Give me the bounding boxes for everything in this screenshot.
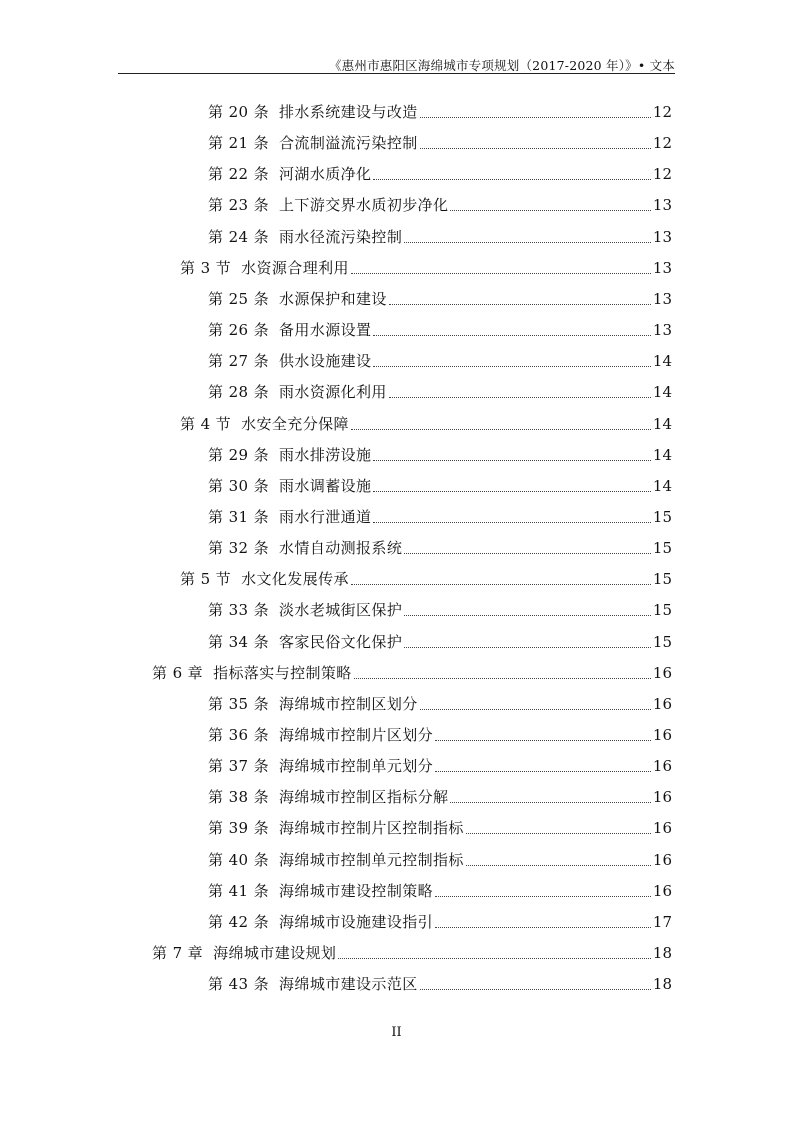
toc-page-number: 17 (652, 912, 672, 931)
toc-dot-leader (404, 647, 651, 648)
toc-article-entry[interactable] (208, 381, 672, 403)
toc-entry-number: 第 7 章 (152, 944, 204, 963)
toc-page-number: 12 (652, 165, 672, 184)
toc-entry-number: 第 5 节 (180, 570, 232, 589)
toc-entry-text (208, 506, 371, 528)
toc-dot-leader (338, 958, 651, 959)
toc-entry-title: 河湖水质净化 (279, 165, 372, 184)
toc-page-number: 14 (652, 414, 672, 433)
toc-entry-title: 海绵城市控制片区划分 (279, 726, 434, 744)
toc-entry-number: 第 42 条 (208, 912, 270, 931)
toc-dot-leader (450, 802, 650, 803)
toc-page-number: 16 (652, 788, 672, 807)
toc-entry-number: 第 20 条 (208, 103, 270, 121)
toc-article-entry[interactable] (208, 194, 672, 216)
toc-section-entry[interactable] (180, 568, 672, 590)
toc-entry-title: 客家民俗文化保护 (279, 632, 403, 651)
toc-entry-text (208, 755, 433, 777)
toc-article-entry[interactable] (208, 911, 672, 933)
toc-entry-title: 海绵城市控制片区控制指标 (279, 819, 464, 838)
toc-article-entry[interactable] (208, 786, 672, 808)
running-header: 《惠州市惠阳区海绵城市专项规划（2017-2020 年）》• 文本 (328, 58, 675, 73)
toc-dot-leader (373, 366, 650, 367)
toc-dot-leader (435, 896, 651, 897)
toc-entry-title: 海绵城市控制单元控制指标 (279, 850, 464, 869)
toc-page-number: 18 (652, 975, 672, 994)
toc-dot-leader (420, 117, 651, 118)
toc-entry-text (208, 319, 371, 341)
toc-entry-title: 水资源合理利用 (241, 258, 349, 277)
toc-entry-title: 海绵城市设施建设指引 (279, 912, 434, 931)
toc-entry-number: 第 3 节 (180, 258, 232, 277)
toc-dot-leader (466, 865, 651, 866)
toc-entry-number: 第 41 条 (208, 881, 270, 900)
toc-entry-text (180, 568, 349, 590)
toc-dot-leader (435, 771, 651, 772)
toc-dot-leader (420, 989, 651, 990)
toc-dot-leader (373, 491, 650, 492)
toc-article-entry[interactable] (208, 506, 672, 528)
toc-entry-number: 第 23 条 (208, 196, 270, 215)
toc-entry-number: 第 38 条 (208, 788, 270, 807)
toc-article-entry[interactable] (208, 101, 672, 123)
toc-entry-text (208, 631, 402, 653)
toc-page-number: 16 (652, 881, 672, 900)
toc-entry-title: 指标落实与控制策略 (213, 663, 352, 682)
toc-article-entry[interactable] (208, 693, 672, 715)
toc-page-number: 15 (652, 601, 672, 620)
toc-entry-title: 上下游交界水质初步净化 (279, 196, 449, 215)
toc-entry-text (208, 724, 433, 746)
toc-entry-title: 水文化发展传承 (241, 570, 349, 589)
toc-entry-text (208, 381, 387, 403)
toc-page-number: 14 (652, 476, 672, 495)
toc-page-number: 15 (652, 507, 672, 526)
toc-entry-text (152, 662, 352, 684)
toc-entry-number: 第 40 条 (208, 850, 270, 869)
toc-page-number: 15 (652, 632, 672, 651)
toc-page-number: 13 (652, 196, 672, 215)
toc-article-entry[interactable] (208, 724, 672, 746)
toc-page-number: 16 (652, 819, 672, 838)
toc-entry-number: 第 6 章 (152, 663, 204, 682)
toc-article-entry[interactable] (208, 880, 672, 902)
toc-entry-title: 海绵城市建设控制策略 (279, 881, 434, 900)
toc-entry-number: 第 36 条 (208, 726, 270, 744)
toc-article-entry[interactable] (208, 755, 672, 777)
toc-entry-text (180, 413, 349, 435)
toc-entry-text (208, 132, 418, 154)
toc-entry-text (208, 911, 433, 933)
toc-entry-text (208, 288, 387, 310)
toc-page-number: 14 (652, 352, 672, 371)
toc-entry-number: 第 34 条 (208, 632, 270, 651)
toc-article-entry[interactable] (208, 475, 672, 497)
toc-page-number: 14 (652, 383, 672, 402)
toc-entry-title: 合流制溢流污染控制 (279, 134, 418, 153)
toc-page-number: 16 (652, 663, 672, 682)
toc-entry-title: 雨水行泄通道 (279, 507, 372, 526)
toc-entry-title: 雨水调蓄设施 (279, 476, 372, 495)
toc-entry-number: 第 30 条 (208, 476, 270, 495)
toc-article-entry[interactable] (208, 537, 672, 559)
toc-article-entry[interactable] (208, 163, 672, 185)
toc-dot-leader (466, 833, 651, 834)
toc-page-number: 16 (652, 694, 672, 713)
toc-dot-leader (351, 273, 651, 274)
toc-entry-title: 淡水老城街区保护 (279, 601, 403, 620)
toc-page-number: 12 (652, 103, 672, 121)
toc-article-entry[interactable] (208, 226, 672, 248)
toc-dot-leader (373, 179, 650, 180)
toc-article-entry[interactable] (208, 444, 672, 466)
toc-page-number: 15 (652, 539, 672, 558)
toc-entry-number: 第 28 条 (208, 383, 270, 402)
toc-dot-leader (420, 709, 651, 710)
toc-entry-number: 第 43 条 (208, 975, 270, 994)
toc-dot-leader (435, 927, 651, 928)
toc-entry-title: 海绵城市建设规划 (213, 944, 337, 963)
toc-entry-text (208, 849, 464, 871)
toc-dot-leader (373, 460, 650, 461)
toc-entry-title: 备用水源设置 (279, 321, 372, 340)
toc-entry-number: 第 31 条 (208, 507, 270, 526)
toc-entry-title: 雨水资源化利用 (279, 383, 387, 402)
toc-entry-title: 供水设施建设 (279, 352, 372, 371)
toc-dot-leader (404, 553, 651, 554)
toc-entry-title: 排水系统建设与改造 (279, 103, 418, 121)
toc-entry-text (180, 257, 349, 279)
toc-entry-number: 第 29 条 (208, 445, 270, 464)
toc-entry-text (208, 194, 448, 216)
toc-dot-leader (373, 522, 650, 523)
toc-entry-number: 第 27 条 (208, 352, 270, 371)
toc-dot-leader (354, 678, 651, 679)
toc-entry-text (208, 973, 418, 995)
toc-entry-number: 第 22 条 (208, 165, 270, 184)
toc-entry-number: 第 35 条 (208, 694, 270, 713)
toc-page-number: 16 (652, 850, 672, 869)
toc-article-entry[interactable] (208, 319, 672, 341)
toc-entry-title: 海绵城市控制区指标分解 (279, 788, 449, 807)
toc-entry-title: 海绵城市控制区划分 (279, 694, 418, 713)
toc-entry-text (208, 226, 402, 248)
toc-entry-text (208, 163, 371, 185)
toc-section-entry[interactable] (180, 257, 672, 279)
toc-entry-number: 第 21 条 (208, 134, 270, 153)
toc-page-number: 18 (652, 944, 672, 963)
toc-article-entry[interactable] (208, 849, 672, 871)
toc-entry-title: 海绵城市建设示范区 (279, 975, 418, 994)
toc-entry-number: 第 32 条 (208, 539, 270, 558)
toc-article-entry[interactable] (208, 288, 672, 310)
toc-article-entry[interactable] (208, 350, 672, 372)
toc-article-entry[interactable] (208, 973, 672, 995)
toc-entry-text (208, 350, 371, 372)
toc-dot-leader (351, 584, 651, 585)
toc-article-entry[interactable] (208, 817, 672, 839)
toc-dot-leader (420, 148, 651, 149)
toc-page-number: 14 (652, 445, 672, 464)
toc-entry-text (208, 537, 402, 559)
toc-entry-text (208, 101, 418, 123)
toc-entry-text (208, 475, 371, 497)
toc-entry-text (152, 942, 336, 964)
toc-dot-leader (389, 397, 651, 398)
toc-page-number: 15 (652, 570, 672, 589)
toc-entry-text (208, 786, 448, 808)
toc-entry-number: 第 25 条 (208, 289, 270, 308)
toc-entry-text (208, 599, 402, 621)
toc-entry-title: 水安全充分保障 (241, 414, 349, 433)
toc-article-entry[interactable] (208, 132, 672, 154)
toc-entry-text (208, 444, 371, 466)
toc-dot-leader (435, 740, 651, 741)
toc-dot-leader (404, 615, 651, 616)
toc-entry-number: 第 26 条 (208, 321, 270, 340)
toc-dot-leader (450, 210, 650, 211)
toc-entry-number: 第 4 节 (180, 414, 232, 433)
toc-page-number: 12 (652, 134, 672, 153)
toc-entry-text (208, 817, 464, 839)
toc-entry-title: 雨水排涝设施 (279, 445, 372, 464)
toc-page-number: 13 (652, 227, 672, 246)
toc-dot-leader (373, 335, 650, 336)
toc-dot-leader (404, 242, 651, 243)
toc-chapter-entry[interactable] (152, 942, 672, 964)
toc-section-entry[interactable] (180, 413, 672, 435)
toc-page-number: 16 (652, 757, 672, 776)
toc-page-number: 13 (652, 321, 672, 340)
toc-entry-number: 第 37 条 (208, 757, 270, 776)
toc-entry-title: 雨水径流污染控制 (279, 227, 403, 246)
toc-dot-leader (351, 429, 651, 430)
toc-entry-number: 第 24 条 (208, 227, 270, 246)
toc-entry-title: 水情自动测报系统 (279, 539, 403, 558)
toc-entry-number: 第 39 条 (208, 819, 270, 838)
toc-article-entry[interactable] (208, 599, 672, 621)
toc-chapter-entry[interactable] (152, 662, 672, 684)
toc-article-entry[interactable] (208, 631, 672, 653)
toc-page-number: 13 (652, 258, 672, 277)
toc-entry-title: 水源保护和建设 (279, 289, 387, 308)
toc-entry-text (208, 880, 433, 902)
toc-page-number: 16 (652, 726, 672, 744)
toc-entry-title: 海绵城市控制单元划分 (279, 757, 434, 776)
toc-entry-text (208, 693, 418, 715)
toc-entry-number: 第 33 条 (208, 601, 270, 620)
page-number: II (391, 1025, 402, 1040)
toc-dot-leader (389, 304, 651, 305)
toc-page-number: 13 (652, 289, 672, 308)
